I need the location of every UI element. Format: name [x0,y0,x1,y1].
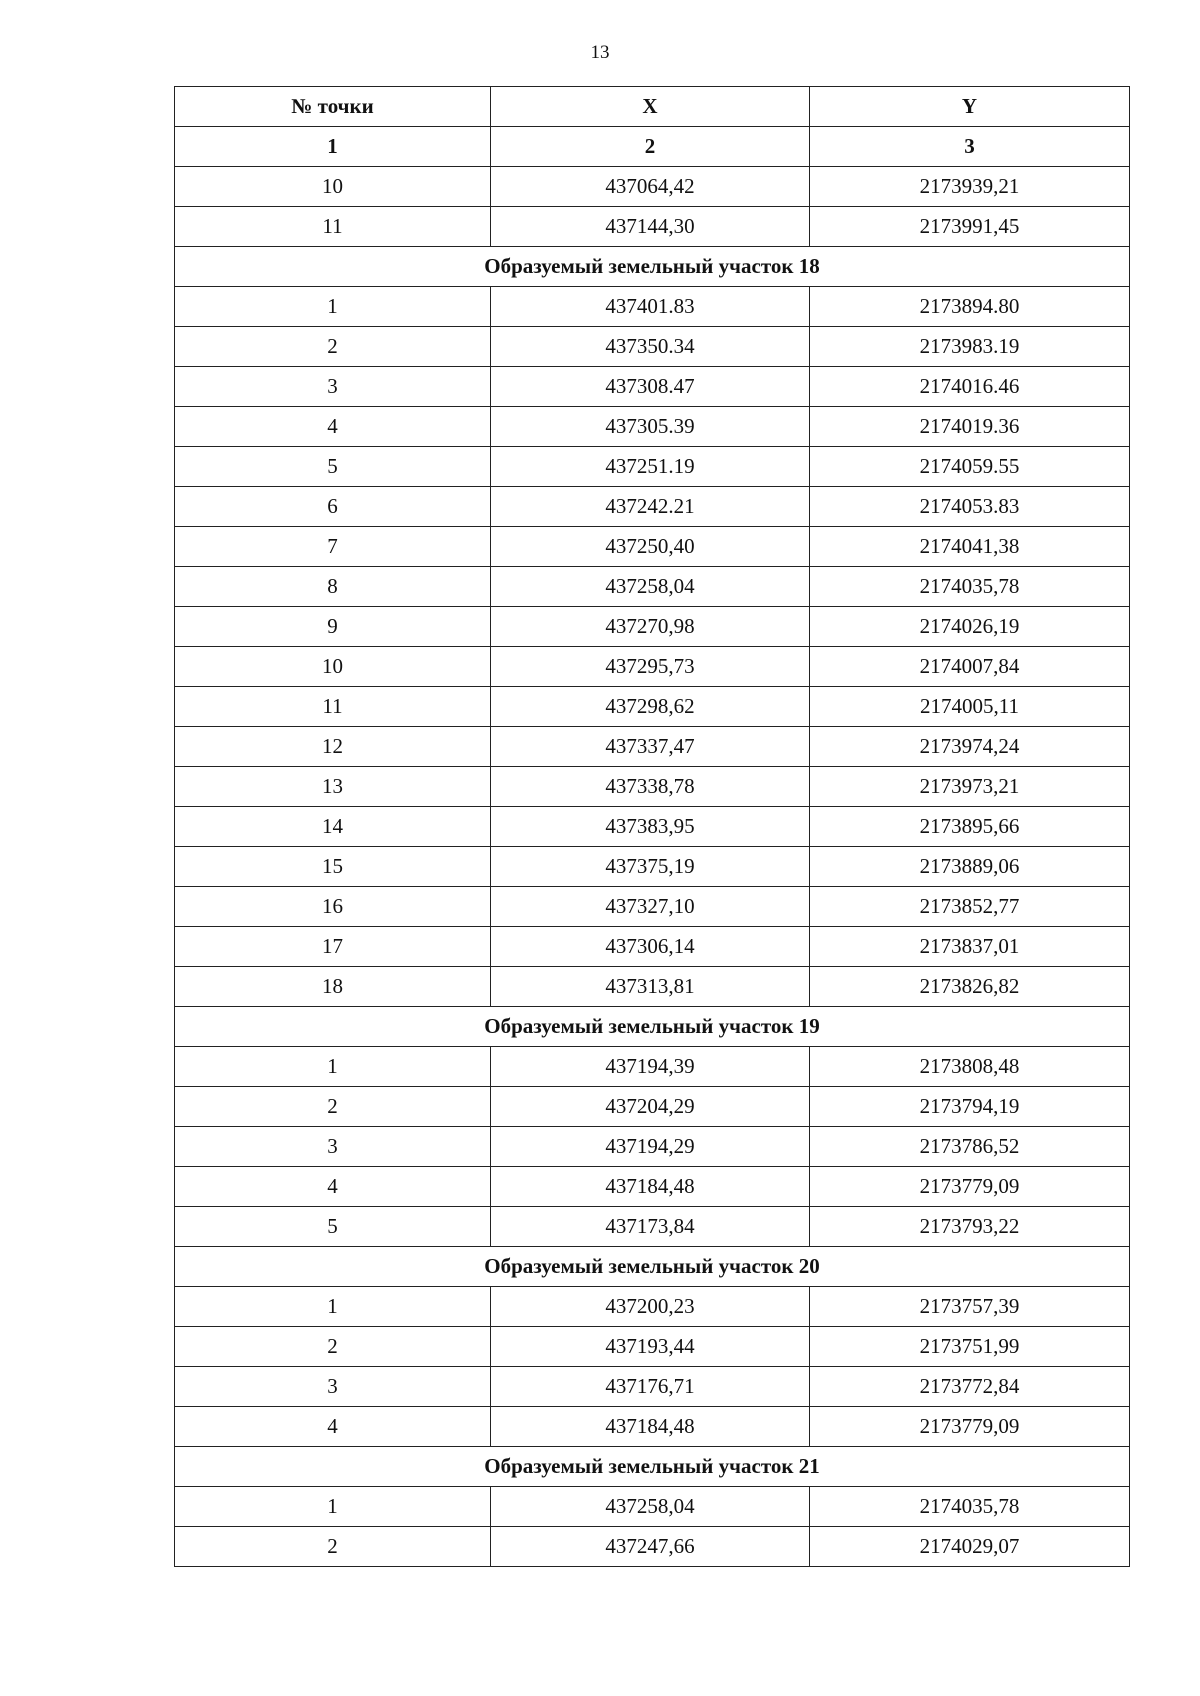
x-coordinate-cell: 437383,95 [491,807,810,847]
table-body [175,127,1130,1567]
x-coordinate-cell: 437308.47 [491,367,810,407]
table-row [175,447,1130,487]
y-coordinate-cell: 2173973,21 [810,767,1130,807]
y-coordinate-cell: 2173772,84 [810,1367,1130,1407]
point-number-cell: 9 [175,607,491,647]
x-coordinate-cell: 437298,62 [491,687,810,727]
point-number-cell: 8 [175,567,491,607]
point-number-cell: 7 [175,527,491,567]
point-number-cell: 11 [175,687,491,727]
y-coordinate-cell: 2174007,84 [810,647,1130,687]
column-number-2: 2 [491,127,810,167]
header-point-number: № точки [175,87,491,127]
x-coordinate-cell: 437270,98 [491,607,810,647]
section-title: Образуемый земельный участок 20 [175,1247,1130,1287]
table-row [175,927,1130,967]
table-row [175,207,1130,247]
x-coordinate-cell: 437176,71 [491,1367,810,1407]
point-number-cell: 5 [175,1207,491,1247]
x-coordinate-cell: 437250,40 [491,527,810,567]
point-number-cell: 18 [175,967,491,1007]
y-coordinate-cell: 2173852,77 [810,887,1130,927]
y-coordinate-cell: 2174041,38 [810,527,1130,567]
y-coordinate-cell: 2173808,48 [810,1047,1130,1087]
y-coordinate-cell: 2173889,06 [810,847,1130,887]
column-number-3: 3 [810,127,1130,167]
y-coordinate-cell: 2173757,39 [810,1287,1130,1327]
y-coordinate-cell: 2174019.36 [810,407,1130,447]
y-coordinate-cell: 2173751,99 [810,1327,1130,1367]
x-coordinate-cell: 437200,23 [491,1287,810,1327]
x-coordinate-cell: 437338,78 [491,767,810,807]
x-coordinate-cell: 437144,30 [491,207,810,247]
table-row [175,407,1130,447]
table-row [175,1527,1130,1567]
column-number-1: 1 [175,127,491,167]
y-coordinate-cell: 2173895,66 [810,807,1130,847]
table-row [175,1207,1130,1247]
point-number-cell: 2 [175,1327,491,1367]
point-number-cell: 4 [175,1407,491,1447]
y-coordinate-cell: 2174005,11 [810,687,1130,727]
x-coordinate-cell: 437193,44 [491,1327,810,1367]
table-row [175,647,1130,687]
table-row [175,1407,1130,1447]
table-row [175,967,1130,1007]
column-number-row [175,127,1130,167]
table-row [175,807,1130,847]
table-row [175,1087,1130,1127]
x-coordinate-cell: 437295,73 [491,647,810,687]
point-number-cell: 3 [175,1127,491,1167]
section-header-row [175,1007,1130,1047]
y-coordinate-cell: 2173837,01 [810,927,1130,967]
point-number-cell: 1 [175,1487,491,1527]
x-coordinate-cell: 437337,47 [491,727,810,767]
x-coordinate-cell: 437258,04 [491,1487,810,1527]
x-coordinate-cell: 437184,48 [491,1407,810,1447]
header-y: Y [810,87,1130,127]
y-coordinate-cell: 2173983.19 [810,327,1130,367]
section-header-row [175,1247,1130,1287]
section-title: Образуемый земельный участок 21 [175,1447,1130,1487]
coordinates-table [174,86,1130,1567]
point-number-cell: 6 [175,487,491,527]
table-row [175,1287,1130,1327]
table-row [175,527,1130,567]
x-coordinate-cell: 437327,10 [491,887,810,927]
point-number-cell: 4 [175,407,491,447]
table-row [175,727,1130,767]
y-coordinate-cell: 2173779,09 [810,1167,1130,1207]
table-row [175,1127,1130,1167]
x-coordinate-cell: 437401.83 [491,287,810,327]
y-coordinate-cell: 2173779,09 [810,1407,1130,1447]
table-row [175,287,1130,327]
y-coordinate-cell: 2174059.55 [810,447,1130,487]
section-header-row [175,1447,1130,1487]
y-coordinate-cell: 2174029,07 [810,1527,1130,1567]
point-number-cell: 11 [175,207,491,247]
table-row [175,1327,1130,1367]
point-number-cell: 5 [175,447,491,487]
point-number-cell: 1 [175,1047,491,1087]
header-x: X [491,87,810,127]
x-coordinate-cell: 437306,14 [491,927,810,967]
table-row [175,327,1130,367]
point-number-cell: 4 [175,1167,491,1207]
x-coordinate-cell: 437375,19 [491,847,810,887]
point-number-cell: 12 [175,727,491,767]
y-coordinate-cell: 2174053.83 [810,487,1130,527]
page-number: 13 [590,42,610,63]
point-number-cell: 2 [175,1087,491,1127]
table-row [175,767,1130,807]
y-coordinate-cell: 2173894.80 [810,287,1130,327]
point-number-cell: 16 [175,887,491,927]
section-header-row [175,247,1130,287]
point-number-cell: 2 [175,327,491,367]
table-row [175,567,1130,607]
x-coordinate-cell: 437242.21 [491,487,810,527]
table-row [175,1047,1130,1087]
x-coordinate-cell: 437350.34 [491,327,810,367]
point-number-cell: 17 [175,927,491,967]
x-coordinate-cell: 437173,84 [491,1207,810,1247]
point-number-cell: 14 [175,807,491,847]
x-coordinate-cell: 437247,66 [491,1527,810,1567]
y-coordinate-cell: 2173826,82 [810,967,1130,1007]
y-coordinate-cell: 2174026,19 [810,607,1130,647]
section-title: Образуемый земельный участок 19 [175,1007,1130,1047]
header-row [175,87,1130,127]
x-coordinate-cell: 437305.39 [491,407,810,447]
x-coordinate-cell: 437194,39 [491,1047,810,1087]
table-row [175,367,1130,407]
point-number-cell: 1 [175,287,491,327]
point-number-cell: 10 [175,647,491,687]
point-number-cell: 3 [175,367,491,407]
point-number-cell: 3 [175,1367,491,1407]
y-coordinate-cell: 2173974,24 [810,727,1130,767]
point-number-cell: 2 [175,1527,491,1567]
table-row [175,167,1130,207]
y-coordinate-cell: 2173991,45 [810,207,1130,247]
x-coordinate-cell: 437258,04 [491,567,810,607]
y-coordinate-cell: 2173794,19 [810,1087,1130,1127]
point-number-cell: 10 [175,167,491,207]
point-number-cell: 13 [175,767,491,807]
table-row [175,687,1130,727]
x-coordinate-cell: 437204,29 [491,1087,810,1127]
table-row [175,487,1130,527]
y-coordinate-cell: 2174016.46 [810,367,1130,407]
y-coordinate-cell: 2173786,52 [810,1127,1130,1167]
table-row [175,1367,1130,1407]
table-row [175,847,1130,887]
section-title: Образуемый земельный участок 18 [175,247,1130,287]
x-coordinate-cell: 437184,48 [491,1167,810,1207]
point-number-cell: 15 [175,847,491,887]
table-row [175,1167,1130,1207]
x-coordinate-cell: 437251.19 [491,447,810,487]
table-row [175,1487,1130,1527]
x-coordinate-cell: 437313,81 [491,967,810,1007]
y-coordinate-cell: 2174035,78 [810,1487,1130,1527]
y-coordinate-cell: 2173939,21 [810,167,1130,207]
y-coordinate-cell: 2174035,78 [810,567,1130,607]
table-row [175,607,1130,647]
x-coordinate-cell: 437194,29 [491,1127,810,1167]
point-number-cell: 1 [175,1287,491,1327]
table-row [175,887,1130,927]
y-coordinate-cell: 2173793,22 [810,1207,1130,1247]
x-coordinate-cell: 437064,42 [491,167,810,207]
